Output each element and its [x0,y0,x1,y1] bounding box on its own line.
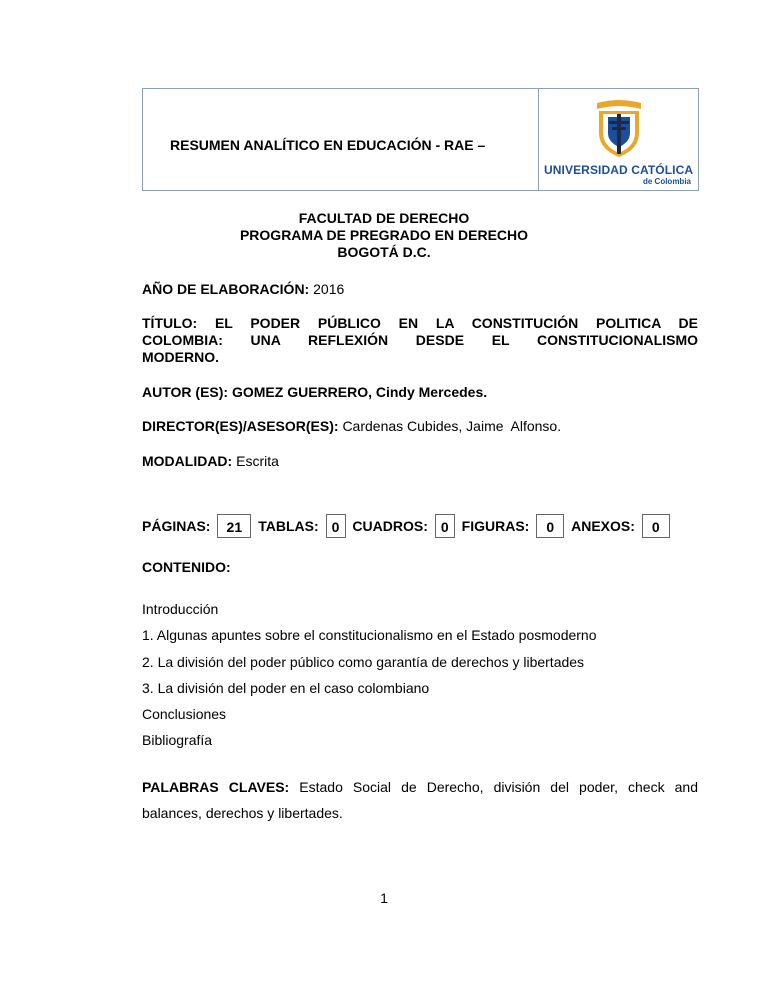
contents-item: Bibliografía [142,732,213,748]
title-line-2: COLOMBIA: UNA REFLEXIÓN DESDE EL CONSTITUCIONALISMO [142,332,698,348]
title-block [142,315,698,366]
figures-label: FIGURAS: [461,518,530,534]
university-logo [539,89,699,190]
contents-label: CONTENIDO: [142,559,231,575]
director-row [142,418,698,435]
author-label: AUTOR (ES): [142,384,229,400]
title-label: TÍTULO: [142,315,198,331]
author-row [142,384,698,401]
pages-count: 21 [217,514,251,538]
year-row [142,281,698,298]
logo-subtitle: de Colombia [642,177,691,186]
director-label: DIRECTOR(ES)/ASESOR(ES): [142,418,339,434]
shield-icon [591,97,647,159]
contents-item: Conclusiones [142,706,227,722]
charts-count: 0 [435,514,455,538]
annexes-label: ANEXOS: [571,518,635,534]
figures-count: 0 [536,514,564,538]
header-box [142,88,699,191]
counts-row [142,514,673,540]
tables-label: TABLAS: [258,518,319,534]
logo-wordmark: UNIVERSIDAD CATÓLICA [544,163,694,177]
faculty-block [0,210,768,261]
contents-item: 1. Algunas apuntes sobre el constitucionalismo en el Estado posmoderno [142,627,597,643]
director-value: Cardenas Cubides, Jaime Alfonso. [342,418,562,434]
page-number: 1 [380,890,388,906]
contents-item: Introducción [142,601,219,617]
modality-row [142,453,698,470]
modality-label: MODALIDAD: [142,453,233,469]
city-line: BOGOTÁ D.C. [337,244,431,260]
title-line-1: EL PODER PÚBLICO EN LA CONSTITUCIÓN POLITICA DE [214,315,698,331]
contents-item: 2. La división del poder público como garantía de derechos y libertades [142,654,585,670]
tables-count: 0 [326,514,346,538]
charts-label: CUADROS: [352,518,428,534]
annexes-count: 0 [642,514,670,538]
program-line: PROGRAMA DE PREGRADO EN DERECHO [239,227,529,243]
keywords-block [142,774,698,826]
keywords-line-2: balances, derechos y libertades. [142,805,343,821]
author-value: GOMEZ GUERRERO, Cindy Mercedes. [231,384,488,400]
contents-item: 3. La división del poder en el caso colombiano [142,680,430,696]
year-value: 2016 [313,281,345,297]
year-label: AÑO DE ELABORACIÓN: [142,281,310,297]
faculty-line: FACULTAD DE DERECHO [298,210,470,226]
title-line-3: MODERNO. [142,349,219,365]
pages-label: PÁGINAS: [142,518,211,534]
modality-value: Escrita [236,453,279,469]
keywords-line-1: Estado Social de Derecho, división del poder, check and [299,779,698,795]
keywords-label: PALABRAS CLAVES: [142,779,290,795]
document-title: RESUMEN ANALÍTICO EN EDUCACIÓN - RAE – [170,137,486,153]
